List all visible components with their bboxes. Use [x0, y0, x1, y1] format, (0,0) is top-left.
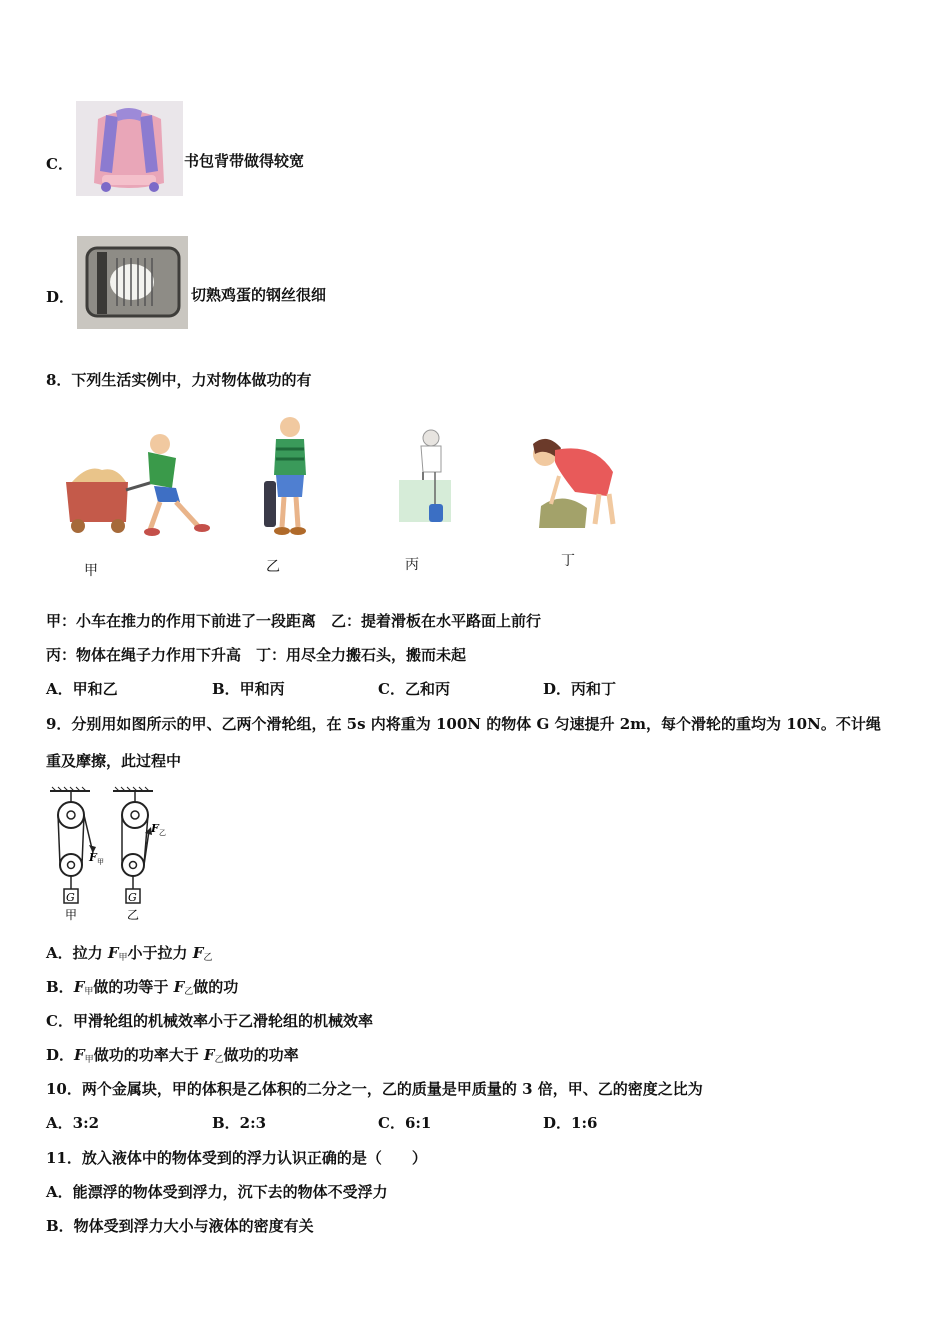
option-d-text: 切熟鸡蛋的钢丝很细	[191, 286, 327, 304]
force-jia-label: F	[89, 851, 97, 864]
q8-option-b: B．甲和丙	[212, 680, 285, 698]
q9-option-c: C．甲滑轮组的机械效率小于乙滑轮组的机械效率	[46, 1012, 373, 1030]
pulley-weight-yi: G	[128, 891, 137, 904]
q9-stem-line1: 9．分别用如图所示的甲、乙两个滑轮组，在 5s 内将重为 100N 的物体 G 匀速提升 2m，每个滑轮的重均为 10N。不计绳	[46, 715, 881, 733]
q8-desc-1: 甲：小车在推力的作用下前进了一段距离 乙：提着滑板在水平路面上前行	[46, 612, 542, 630]
q9-option-a: A．拉力 $F_甲$小于拉力 $F_乙$	[46, 944, 213, 963]
q8-option-c: C．乙和丙	[378, 680, 450, 698]
q11-option-a: A．能漂浮的物体受到浮力，沉下去的物体不受浮力	[46, 1183, 388, 1201]
boy-skateboard-icon	[260, 415, 315, 540]
egg-slicer-icon	[77, 236, 188, 329]
q8-stem: 8．下列生活实例中，力对物体做功的有	[46, 371, 312, 389]
lifting-rope-icon	[395, 428, 457, 526]
q8-option-a: A．甲和乙	[46, 680, 118, 698]
caption-yi: 乙	[266, 559, 280, 575]
option-c-label: C．	[46, 155, 73, 173]
force-yi-sub: 乙	[159, 829, 166, 837]
q9-option-d: D．$F_甲$做功的功率大于 $F_乙$做功的功率	[46, 1046, 299, 1065]
force-yi-label: F	[151, 822, 159, 835]
option-d-label: D．	[46, 288, 75, 306]
pulley-weight-jia: G	[66, 891, 75, 904]
q9-option-b: B．$F_甲$做的功等于 $F_乙$做的功	[46, 978, 239, 997]
lifting-rock-icon	[515, 432, 625, 534]
backpack-icon	[76, 101, 183, 196]
q10-option-d: D．1:6	[543, 1114, 598, 1132]
caption-ding: 丁	[561, 553, 575, 569]
q8-option-d: D．丙和丁	[543, 680, 617, 698]
caption-bing: 丙	[405, 557, 419, 573]
q10-option-a: A．3:2	[46, 1114, 100, 1132]
q10-option-b: B．2:3	[212, 1114, 267, 1132]
q10-stem: 10．两个金属块，甲的体积是乙体积的二分之一，乙的质量是甲质量的 3 倍，甲、乙的密度之比为	[46, 1080, 703, 1098]
caption-jia: 甲	[84, 563, 98, 579]
q11-stem: 11．放入液体中的物体受到的浮力认识正确的是（ ）	[46, 1149, 427, 1167]
cart-push-icon	[58, 430, 213, 538]
force-jia-sub: 甲	[97, 858, 104, 866]
pulley-label-yi: 乙	[127, 908, 140, 922]
pulley-label-jia: 甲	[65, 908, 78, 922]
q10-option-c: C．6:1	[378, 1114, 432, 1132]
q11-option-b: B．物体受到浮力大小与液体的密度有关	[46, 1217, 314, 1235]
q8-desc-2: 丙：物体在绳子力作用下升高 丁：用尽全力搬石头，搬而未起	[46, 646, 467, 664]
option-c-text: 书包背带做得较宽	[184, 152, 305, 170]
pulley-diagram	[45, 785, 175, 927]
q9-stem-line2: 重及摩擦，此过程中	[46, 752, 182, 770]
